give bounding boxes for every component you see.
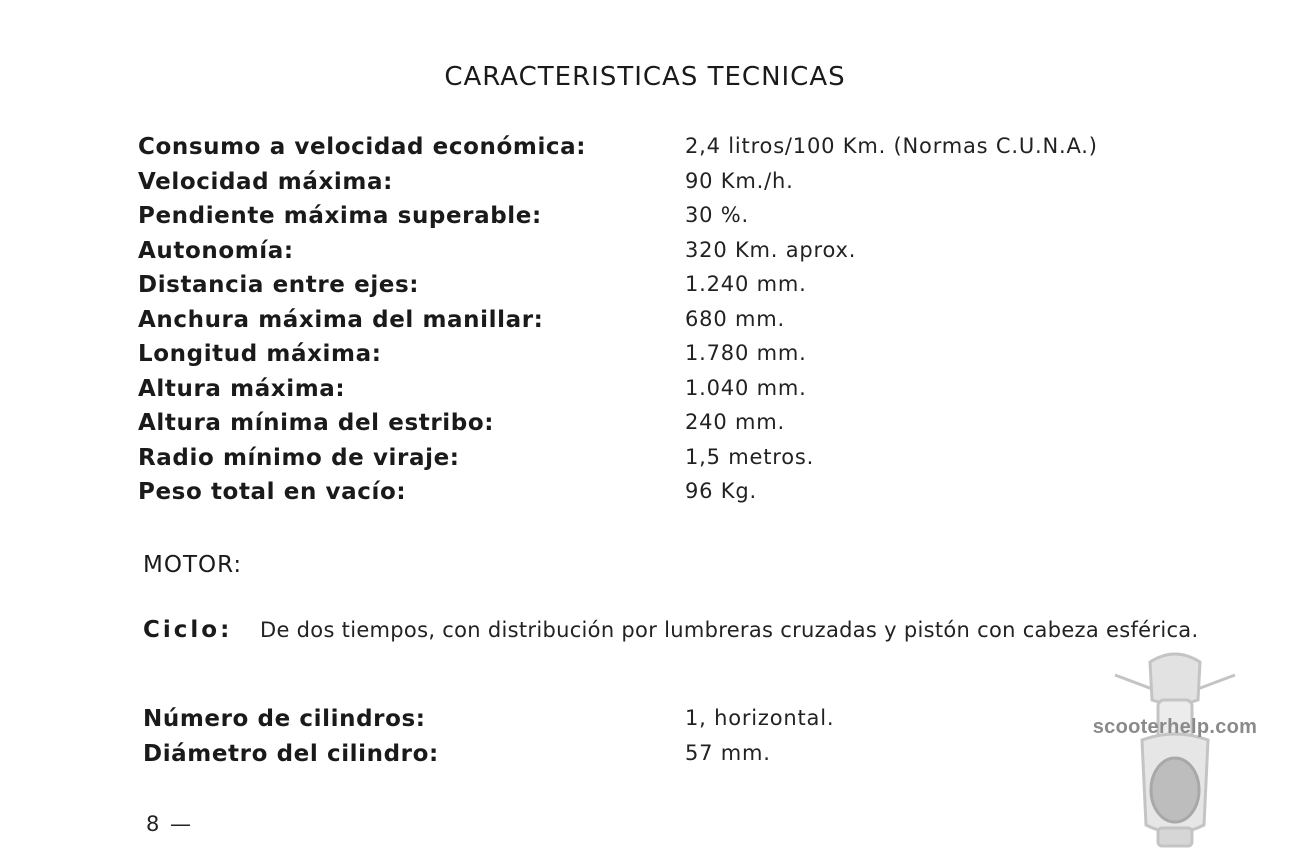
spec-value: 30 %. [685,203,750,227]
spec-value: 680 mm. [685,306,785,331]
spec-value: 320 Km. aprox. [685,237,857,262]
spec-label: Consumo a velocidad económica: [138,134,587,160]
page-number: 8 — [146,812,194,836]
spec-label: Longitud máxima: [138,341,382,367]
spec-label: Radio mínimo de viraje: [138,444,460,471]
spec-label: Velocidad máxima: [138,168,393,195]
spec-label: Peso total en vacío: [138,479,407,505]
spec-label: Altura mínima del estribo: [138,410,495,436]
spec-label: Distancia entre ejes: [138,272,420,298]
scooter-icon [1080,640,1270,850]
motor-heading: MOTOR: [143,552,243,578]
spec-label: Pendiente máxima superable: [138,203,542,229]
watermark [1080,640,1270,850]
ciclo-label: Ciclo: [143,617,233,643]
spec-label: Altura máxima: [138,375,346,402]
spec-label: Anchura máxima del manillar: [138,306,544,333]
spec-value: 1,5 metros. [685,444,815,469]
spec-value: 96 Kg. [685,479,757,503]
spec-value: 1, horizontal. [685,706,835,730]
spec-value: 240 mm. [685,410,785,434]
watermark-text: scooterhelp.com [1092,716,1258,738]
spec-value: 90 Km./h. [685,168,794,193]
spec-value: 1.040 mm. [685,375,807,400]
ciclo-text: De dos tiempos, con distribución por lumbreras cruzadas y pistón con cabeza esférica. [260,618,1199,642]
page-title: CARACTERISTICAS TECNICAS [444,62,846,92]
spec-value: 1.780 mm. [685,341,807,365]
spec-label: Diámetro del cilindro: [143,740,439,767]
spec-label: Número de cilindros: [143,706,426,732]
spec-value: 57 mm. [685,740,771,765]
spec-value: 1.240 mm. [685,272,807,296]
spec-value: 2,4 litros/100 Km. (Normas C.U.N.A.) [685,134,1098,158]
spec-label: Autonomía: [138,237,294,264]
